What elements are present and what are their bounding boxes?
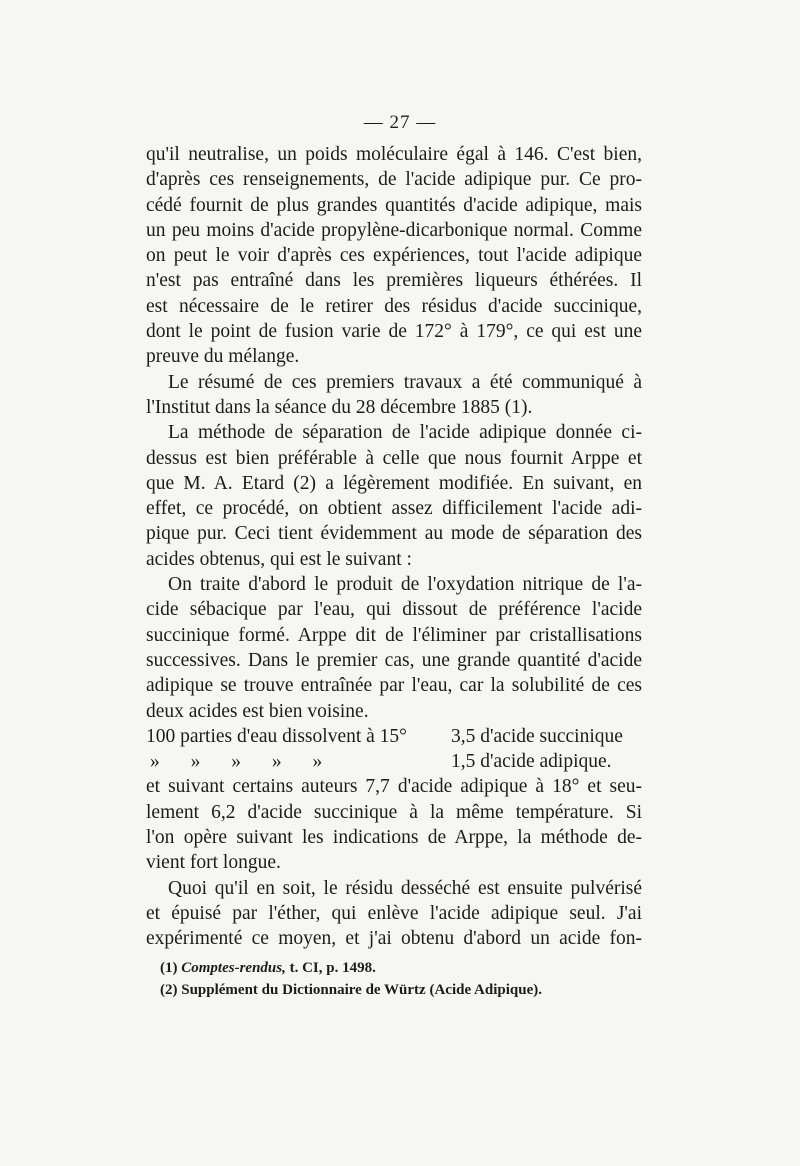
- text-line: on peut le voir d'après ces expériences, tout l'acide adipique: [146, 245, 642, 267]
- text-line: succinique formé. Arppe dit de l'éliminer par cristallisations: [146, 624, 642, 646]
- page-number: — 27 —: [363, 112, 437, 133]
- text-line: n'est pas entraîné dans les premières liqueurs éthérées. Il: [146, 270, 642, 292]
- text-line: vient fort longue.: [146, 852, 281, 874]
- text-line: lement 6,2 d'acide succinique à la même température. Si: [146, 801, 642, 823]
- text-line: pique pur. Ceci tient évidemment au mode de séparation des: [146, 523, 642, 545]
- footnote-number: (1): [160, 960, 178, 976]
- text-line: cide sébacique par l'eau, qui dissout de préférence l'acide: [146, 599, 642, 621]
- footnote-source: Comptes-rendus,: [181, 960, 286, 976]
- solubility-value: 3,5 d'acide succinique: [451, 725, 623, 747]
- solubility-row: [146, 749, 642, 774]
- text-line: dessus est bien préférable à celle que nous fournit Arppe et: [146, 447, 642, 469]
- text-line: On traite d'abord le produit de l'oxydation nitrique de l'a-: [168, 574, 642, 596]
- text-line: deux acides est bien voisine.: [146, 700, 369, 722]
- text-line: que M. A. Etard (2) a légèrement modifiée. En suivant, en: [146, 472, 642, 494]
- solubility-row: [146, 724, 642, 749]
- solubility-label: 100 parties d'eau dissolvent à 15°: [146, 725, 407, 747]
- text-line: effet, ce procédé, on obtient assez difficilement l'acide adi-: [146, 498, 642, 520]
- text-line: cédé fournit de plus grandes quantités d'acide adipique, mais: [146, 194, 642, 216]
- footnote-text: t. CI, p. 1498.: [289, 960, 376, 976]
- footnote-2: (2) Supplément du Dictionnaire de Würtz (Acide Adipique).: [160, 982, 542, 998]
- text-line: adipique se trouve entraînée par l'eau, car la solubilité de ces: [146, 675, 642, 697]
- text-line: un peu moins d'acide propylène-dicarbonique normal. Comme: [146, 219, 642, 241]
- footnote-1: [160, 957, 640, 979]
- text-line: expérimenté ce moyen, et j'ai obtenu d'abord un acide fon-: [146, 928, 642, 950]
- text-line: Quoi qu'il en soit, le résidu desséché est ensuite pulvérisé: [168, 877, 642, 899]
- text-line: dont le point de fusion varie de 172° à 179°, ce qui est une: [146, 321, 642, 343]
- text-line: La méthode de séparation de l'acide adipique donnée ci-: [168, 422, 642, 444]
- text-line: est nécessaire de le retirer des résidus d'acide succinique,: [146, 295, 642, 317]
- text-line: et suivant certains auteurs 7,7 d'acide adipique à 18° et seu-: [146, 776, 642, 798]
- text-line: et épuisé par l'éther, qui enlève l'acide adipique seul. J'ai: [146, 902, 642, 924]
- text-line: d'après ces renseignements, de l'acide adipique pur. Ce pro-: [146, 169, 642, 191]
- text-line: preuve du mélange.: [146, 346, 300, 368]
- text-line: l'Institut dans la séance du 28 décembre 1885 (1).: [146, 396, 533, 418]
- text-line: l'on opère suivant les indications de Arppe, la méthode de-: [146, 827, 642, 849]
- text-line: successives. Dans le premier cas, une grande quantité d'acide: [146, 649, 642, 671]
- solubility-value: 1,5 d'acide adipique.: [451, 751, 612, 773]
- body-text: [146, 142, 642, 952]
- footnotes: [160, 957, 640, 1001]
- ditto-marks: » » » » »: [150, 751, 323, 773]
- text-line: Le résumé de ces premiers travaux a été communiqué à: [168, 371, 642, 393]
- text-line: qu'il neutralise, un poids moléculaire égal à 146. C'est bien,: [146, 144, 642, 165]
- text-line: acides obtenus, qui est le suivant :: [146, 548, 412, 570]
